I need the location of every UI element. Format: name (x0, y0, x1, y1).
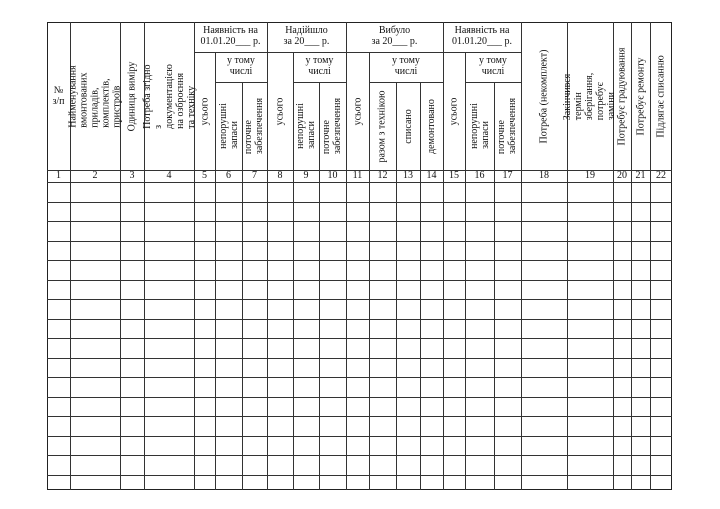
header-unit-cell (120, 22, 144, 170)
group1-current: поточне забезпечення (243, 97, 266, 155)
header-repair-cell (631, 22, 650, 170)
header-need-cell (141, 22, 197, 170)
column-number: 8 (277, 170, 283, 181)
column-number: 4 (166, 170, 172, 181)
group4-reserve-cell (465, 82, 494, 170)
group1-total-cell (194, 52, 215, 170)
column-number: 21 (635, 170, 646, 181)
group3-dismantled: демонтовано (426, 98, 438, 154)
group1-current-cell (242, 82, 267, 170)
group3-total: усього (352, 97, 364, 125)
header-write-off: Підлягає списанню (655, 54, 667, 138)
column-number: 1 (56, 170, 61, 181)
group-availability-start-title: Наявність на 01.01.20___ р. (200, 25, 261, 47)
group4-total-cell (443, 52, 465, 170)
group4-reserve: непорушні запаси (468, 103, 491, 149)
header-shortage-cell (521, 22, 567, 170)
column-number: 5 (202, 170, 207, 181)
column-number: 10 (327, 170, 338, 181)
group1-reserve-cell (215, 82, 242, 170)
header-name: Найменування вмонтованих приладів, комплектів, пристроїв (67, 64, 123, 128)
column-number: 2 (92, 170, 98, 181)
group3-incl-label: у тому числі (392, 55, 420, 77)
column-number: 15 (449, 170, 459, 181)
header-number: № з/п (52, 85, 65, 107)
group3-written-off: списано (402, 108, 414, 144)
column-number: 12 (377, 170, 388, 181)
group2-total: усього (274, 97, 286, 125)
group2-total-cell (267, 52, 293, 170)
group2-current: поточне забезпечення (321, 97, 344, 155)
column-number: 3 (129, 170, 135, 181)
group3-dismantled-cell (420, 82, 443, 170)
group3-with-tech: разом з технікою (377, 89, 389, 163)
column-number: 19 (585, 170, 595, 181)
column-number: 16 (474, 170, 485, 181)
group4-current-cell (494, 82, 521, 170)
accounting-form-table (47, 22, 672, 490)
group4-total: усього (448, 97, 460, 125)
column-number: 6 (226, 170, 231, 181)
group2-current-cell (319, 82, 346, 170)
column-number: 20 (617, 170, 627, 181)
column-number: 22 (656, 170, 666, 181)
group-received-title: Надійшло за 20___ р. (283, 25, 330, 47)
group2-reserve-cell (293, 82, 319, 170)
group1-incl-label: у тому числі (227, 55, 255, 77)
group4-incl-label: у тому числі (479, 55, 507, 77)
column-number: 18 (539, 170, 549, 181)
header-unit: Одиниця виміру (126, 61, 138, 131)
group4-current: поточне забезпечення (496, 97, 519, 155)
header-number-cell (47, 22, 70, 170)
header-expired-cell (562, 22, 618, 170)
column-number: 13 (403, 170, 413, 181)
group3-with-tech-cell (369, 82, 396, 170)
group1-reserve: непорушні запаси (217, 103, 240, 149)
header-expired: Закінчився термін зберігання, потребує заміни (562, 72, 618, 120)
header-need: Потреба згідно з документацією на озброєння та техніку (141, 63, 197, 129)
header-write-off-cell (650, 22, 672, 170)
group3-total-cell (346, 52, 369, 170)
group1-total: усього (199, 97, 211, 125)
column-number: 14 (426, 170, 437, 181)
column-number: 11 (352, 170, 363, 181)
header-calibration: Потребує градуювання (616, 47, 628, 145)
header-name-cell (67, 22, 123, 170)
header-shortage: Потреба (некомплект) (538, 49, 550, 143)
column-number: 7 (252, 170, 257, 181)
group-disposed-title: Вибуло за 20___ р. (371, 25, 418, 47)
group3-written-off-cell (396, 82, 420, 170)
header-repair: Потребує ремонту (635, 57, 647, 135)
group-availability-end-title: Наявність на 01.01.20___ р. (452, 25, 512, 47)
column-number: 17 (502, 170, 513, 181)
group2-incl-label: у тому числі (305, 55, 334, 77)
column-number: 9 (303, 170, 309, 181)
header-calibration-cell (613, 22, 631, 170)
group2-reserve: непорушні запаси (295, 103, 317, 149)
